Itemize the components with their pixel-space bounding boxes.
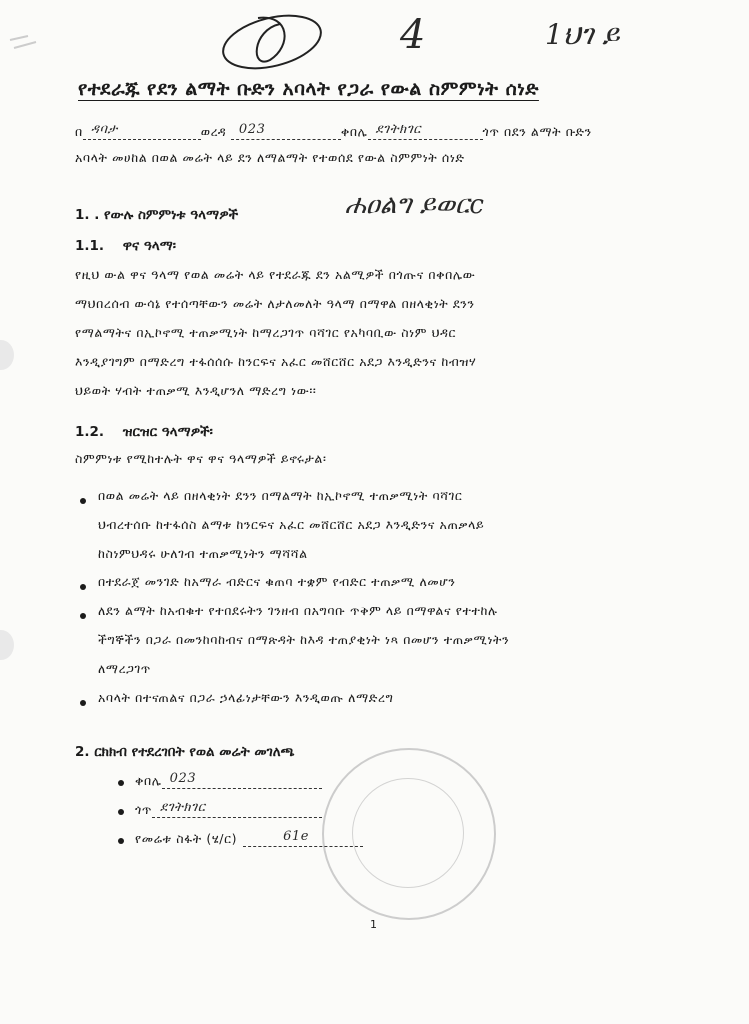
bullet-line: በተደራጀ መንገድ ከአማራ ብድርና ቁጠባ ተቋም የብድር ተጠቃሚ ለመሆን: [98, 574, 456, 589]
bullet-line: ከስነምህዳሩ ሁለገብ ተጠቃሚነትን ማሻሻል: [98, 546, 308, 561]
land-field-label: ጎጥ: [135, 802, 152, 817]
land-got-row: [135, 802, 322, 818]
detailed-objectives-intro: ስምምነቱ የሚከተሉት ዋና ዋና ዓላማዎች ይኖሩታል፡: [75, 451, 327, 466]
area-blank: [83, 122, 201, 140]
paragraph-line: ማህበረሰብ ውሳኔ የተሰጣቸውን መሬት ለታለመለት ዓላማ በማዋል በዘላቂነት ደንን: [75, 296, 475, 311]
subsection-1-1: [75, 238, 176, 254]
subsection-1-2: [75, 424, 213, 440]
bullet-dot: [118, 809, 124, 815]
punch-hole: [0, 630, 14, 660]
paragraph-line: የማልማትና በኢኮኖሚ ተጠቃሚነት ከማረጋገጥ ባሻገር የአካባቢው ስነም ህዳር: [75, 325, 457, 340]
bullet-line: ለማረጋገጥ: [98, 661, 151, 676]
woreda-blank: [231, 122, 341, 140]
main-purpose-paragraph: [75, 260, 675, 405]
land-area-row: [135, 831, 363, 847]
section-2-heading: 2. ርክክብ የተደረገበት የወል መሬት መገለጫ: [75, 744, 295, 760]
objective-bullet-2: [98, 567, 456, 596]
land-got-blank: [152, 800, 322, 818]
area-handwritten: ዳባታ: [90, 122, 118, 137]
bullet-dot: [80, 613, 86, 619]
bullet-dot: [118, 780, 124, 786]
land-area-value: 61e: [283, 829, 310, 844]
woreda-label: ወረዳ: [200, 124, 227, 139]
land-area-blank: [243, 829, 363, 847]
bullet-dot: [118, 838, 124, 844]
handwritten-marks: [0, 0, 749, 80]
section-1-heading: 1. . የውሉ ስምምነቱ ዓላማዎች: [75, 207, 239, 223]
subsection-title: ዋና ዓላማ፡: [122, 238, 176, 254]
woreda-handwritten: 023: [238, 122, 266, 137]
bullet-dot: [80, 498, 86, 504]
bullet-line: ለደን ልማት ከአብቁተ የተበደሩትን ገንዘብ በአግባቡ ጥቅም ላይ በማዋልና የተተከሉ: [98, 603, 498, 618]
bullet-line: አባላት በተናጠልና በጋራ ኃላፊነታቸውን እንዲወጡ ለማድረግ: [98, 690, 394, 705]
bullet-line: ችግኞችን በጋራ በመንከባከብና በማጽዳት ከእዳ ተጠያቂነት ነጻ በመሆን ተጠቃሚነትን: [98, 632, 510, 647]
kebele-blank: [368, 122, 483, 140]
objective-bullet-3: [98, 596, 678, 683]
handwritten-note: 1ህገ ይ: [545, 18, 620, 51]
page-number: 1: [370, 918, 377, 931]
land-field-label: ቀበሌ: [135, 773, 162, 788]
land-kebele-blank: [162, 771, 322, 789]
intro-line-2: አባላት መሀከል በወል መሬት ላይ ደን ለማልማት የተወሰደ የውል ስምምነት ሰነድ: [75, 150, 465, 165]
land-kebele-value: 023: [169, 771, 197, 786]
intro-prefix: በ: [75, 124, 83, 139]
intro-suffix: ጎጥ በደን ልማት ቡድን: [482, 124, 592, 139]
objective-bullet-4: [98, 683, 393, 712]
bullet-line: ህብረተሰቡ ከተፋሰስ ልማቱ ከንርፍና አፈር መሸርሸር አደጋ እንዲድንና አጠቃላይ: [98, 517, 485, 532]
subsection-number: 1.1.: [75, 238, 105, 254]
bullet-dot: [80, 584, 86, 590]
objective-bullet-1: [98, 481, 678, 568]
land-kebele-row: [135, 773, 322, 789]
subsection-title: ዝርዝር ዓላማዎች፡: [122, 424, 213, 440]
subsection-number: 1.2.: [75, 424, 105, 440]
land-got-value: ደገትክገር: [159, 800, 206, 815]
land-field-label: የመሬቱ ስፋት (ሄ/ር): [135, 831, 238, 846]
intro-line-1: [75, 124, 592, 140]
handwritten-number: 4: [400, 12, 426, 58]
bullet-dot: [80, 700, 86, 706]
kebele-label: ቀበሌ: [340, 124, 368, 139]
paragraph-line: የዚህ ውል ዋና ዓላማ የወል መሬት ላይ የተደራጁ ደን አልሚዎች በጎጡና በቀበሌው: [75, 267, 476, 282]
handwritten-signature-note: ሐዐልግ ይወርc: [345, 190, 484, 220]
punch-hole: [0, 340, 14, 370]
page-title: የተደራጁ የደን ልማት ቡድን አባላት የጋራ የውል ስምምነት ሰነድ: [78, 78, 539, 100]
paragraph-line: እንዲያገግም በማድረግ ተፋሰሰሱ ከንርፍና አፈር መሸርሸር አደጋ እንዲድንና ከብዝሃ: [75, 354, 477, 369]
paragraph-line: ህይወት ሃብት ተጠቃሚ እንዲሆንለ ማድረግ ነው፡፡: [75, 383, 317, 398]
kebele-handwritten: ደገትክገር: [375, 122, 422, 137]
bullet-line: በወል መሬት ላይ በዘላቂነት ደንን በማልማት ከኢኮኖሚ ተጠቃሚነት ባሻገር: [98, 488, 463, 503]
